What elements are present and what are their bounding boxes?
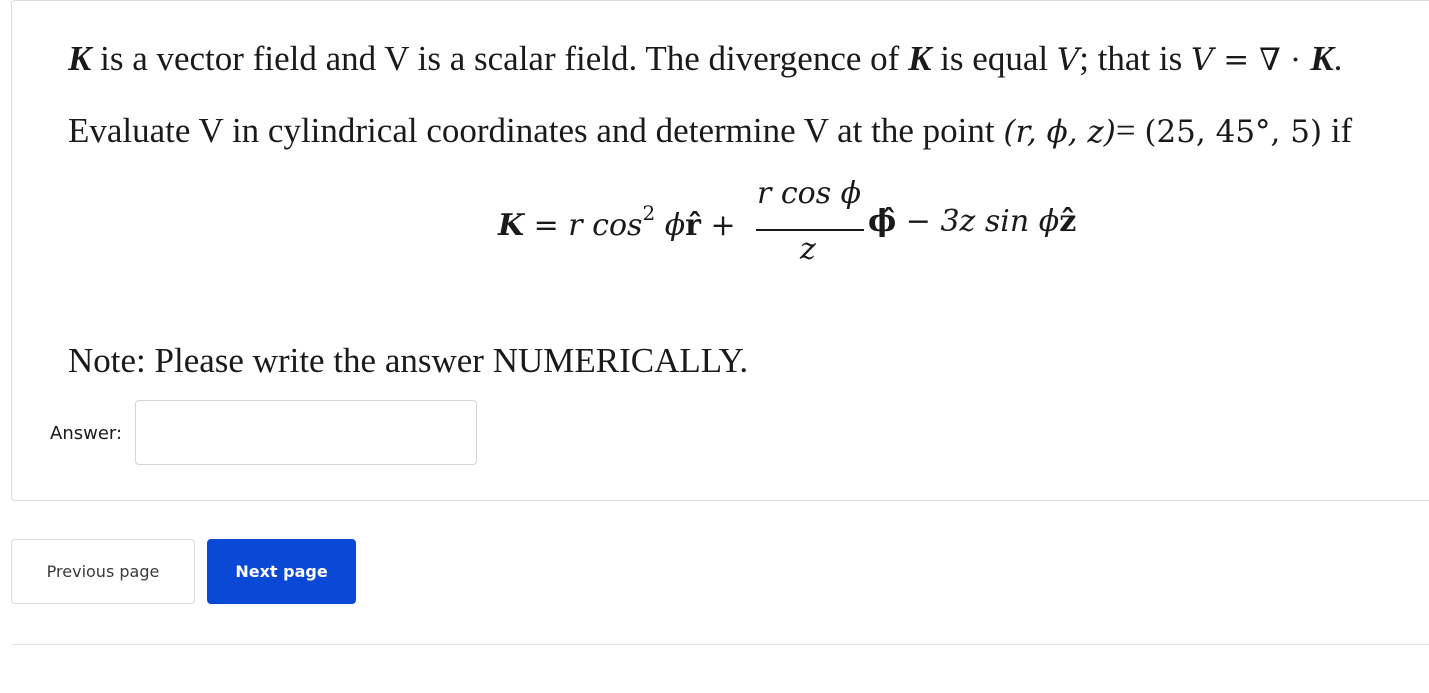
question-text: is equal: [931, 39, 1057, 78]
question-text: .: [1333, 39, 1343, 78]
equation-lhs: K = r $\cos^2$ ϕr̂ +: [498, 201, 736, 243]
fraction-numerator: r cos ϕ: [757, 176, 862, 211]
question-text: ; that is: [1079, 39, 1192, 78]
equation-rhs: ϕ̂ − 3z sin ϕẑ: [868, 204, 1077, 239]
answer-label: Answer:: [50, 423, 123, 444]
scalar-v: V: [1056, 42, 1080, 78]
equals-sign: =: [1115, 111, 1145, 150]
scalar-v: V: [1191, 42, 1214, 78]
previous-page-button[interactable]: Previous page: [11, 539, 195, 604]
question-text: if: [1322, 111, 1353, 150]
question-text: is a vector field and V is a scalar field. The divergence of: [91, 39, 909, 78]
question-line-2: [68, 113, 1352, 148]
fraction-denominator: z: [800, 232, 816, 267]
question-line-1: [68, 41, 1342, 76]
vector-k: K: [1310, 39, 1334, 78]
point-values: (25, 45°, 5): [1144, 114, 1323, 150]
divergence-operator: = ∇ ·: [1213, 42, 1311, 78]
answer-input[interactable]: [135, 400, 477, 465]
next-page-button[interactable]: Next page: [207, 539, 356, 604]
fraction-bar: [756, 229, 864, 231]
point-coordinates: (r, ϕ, z): [1003, 114, 1116, 150]
vector-k: K: [908, 39, 932, 78]
note-text: Note: Please write the answer NUMERICALLY.: [68, 341, 749, 380]
bottom-divider: [11, 644, 1429, 645]
question-card: [11, 0, 1429, 501]
question-text: Evaluate V in cylindrical coordinates and determine V at the point: [68, 111, 1004, 150]
vector-k: K: [68, 39, 92, 78]
